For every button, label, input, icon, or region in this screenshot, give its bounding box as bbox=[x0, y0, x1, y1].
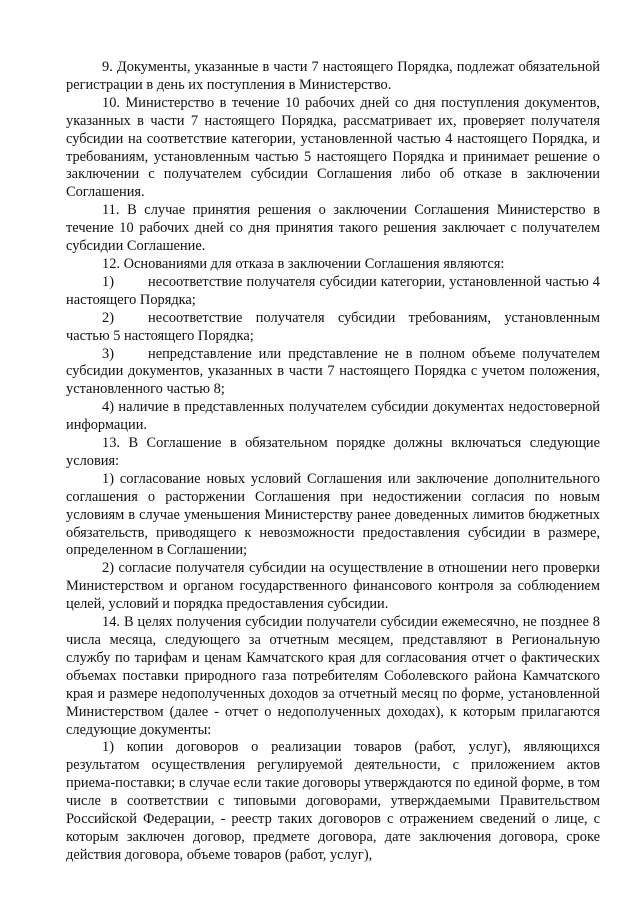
paragraph-12-item-4: 4) наличие в представленных получателем субсидии документах недостоверной информации. bbox=[66, 399, 600, 434]
list-text: несоответствие получателя субсидии требованиям, установленным частью 5 настоящего Порядка; bbox=[66, 309, 600, 344]
list-number: 3) bbox=[102, 345, 114, 362]
paragraph-10: 10. Министерство в течение 10 рабочих дней со дня поступления документов, указанных в части 7 настоящего Порядка, рассматривает их, проверяет получателя субсидии на соответствие категории, установленной частью 4 настоящего Порядка, и требованиям, установленным частью 5 настоящего Порядка и принимает решение о заключении с получателем субсидии Соглашения либо об отказе в заключении Соглашения. bbox=[66, 94, 600, 201]
paragraph-13-item-1: 1) согласование новых условий Соглашения или заключение дополнительного соглашения о расторжении Соглашения при недостижении согласия по новым условиям в случае уменьшения Министерству ранее доведенных лимитов бюджетных обязательств, приводящего к невозможности предоставления субсидии в размере, определенном в Соглашении; bbox=[66, 470, 600, 559]
paragraph-12-item-1 bbox=[66, 274, 600, 310]
document-page bbox=[66, 59, 600, 865]
list-text: непредставление или представление не в полном объеме получателем субсидии документов, указанных в части 7 настоящего Порядка с учетом положения, установленного частью 8; bbox=[66, 345, 600, 398]
list-number: 2) bbox=[102, 309, 114, 326]
paragraph-13-item-2: 2) согласие получателя субсидии на осуществление в отношении него проверки Министерством и органом государственного финансового контроля за соблюдением целей, условий и порядка предоставления субсидии. bbox=[66, 560, 600, 613]
paragraph-9: 9. Документы, указанные в части 7 настоящего Порядка, подлежат обязательной регистрации в день их поступления в Министерство. bbox=[66, 59, 600, 93]
paragraph-14: 14. В целях получения субсидии получатели субсидии ежемесячно, не позднее 8 числа месяца, следующего за отчетным месяцем, представляют в Региональную службу по тарифам и ценам Камчатского края для согласования отчет о фактических объемах поставки природного газа потребителям Соболевского района Камчатского края и размере недополученных доходов за отчетный месяц по форме, установленной Министерством (далее - отчет о недополученных доходах), к которым прилагаются следующие документы: bbox=[66, 614, 600, 738]
paragraph-12-item-2 bbox=[66, 310, 600, 346]
list-text: несоответствие получателя субсидии категории, установленной частью 4 настоящего Порядка; bbox=[66, 273, 600, 308]
paragraph-11: 11. В случае принятия решения о заключении Соглашения Министерство в течение 10 рабочих дней со дня принятия такого решения заключает с получателем субсидии Соглашение. bbox=[66, 202, 600, 255]
paragraph-12-item-3 bbox=[66, 346, 600, 400]
paragraph-14-item-1: 1) копии договоров о реализации товаров (работ, услуг), являющихся результатом осуществления регулируемой деятельности, с приложением актов приема-поставки; в случае если такие договоры утверждаются по единой форме, в том числе в соответствии с типовыми договорами, утверждаемыми Правительством Российской Федерации, - реестр таких договоров с отражением сведений о лице, с которым заключен договор, предмете договора, дате заключения договора, сроке действия договора, объеме товаров (работ, услуг), bbox=[66, 739, 600, 863]
paragraph-13: 13. В Соглашение в обязательном порядке должны включаться следующие условия: bbox=[66, 435, 600, 469]
list-number: 1) bbox=[102, 273, 114, 290]
paragraph-12: 12. Основаниями для отказа в заключении Соглашения являются: bbox=[102, 255, 505, 272]
